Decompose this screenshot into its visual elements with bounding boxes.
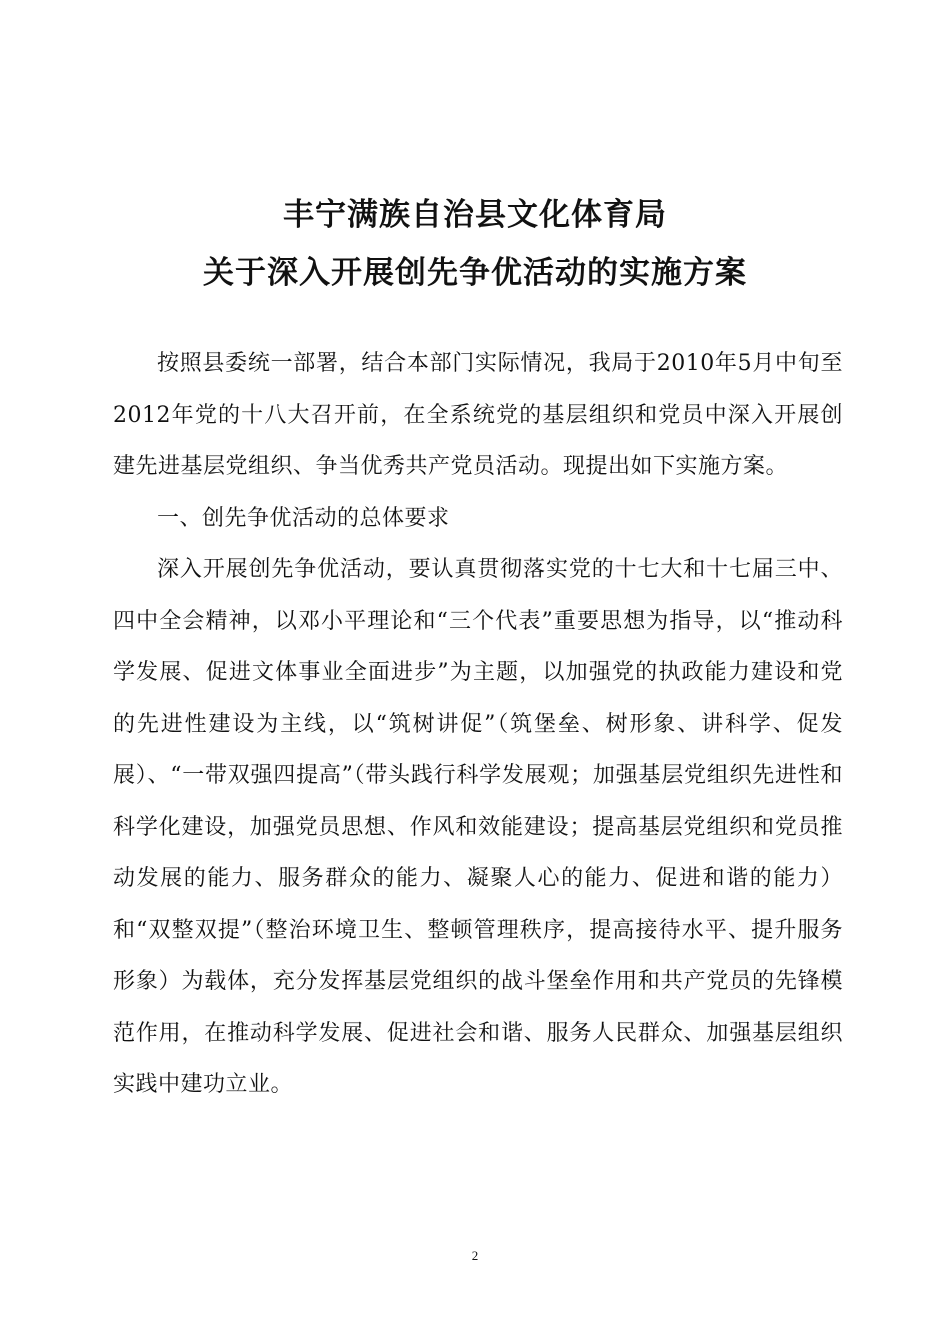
page-number: 2 <box>471 1248 479 1263</box>
section-heading: 一、创先争优活动的总体要求 <box>157 505 450 531</box>
document-title <box>0 186 950 302</box>
requirements-paragraph: 深入开展创先争优活动，要认真贯彻落实党的十七大和十七届三中、四中全会精神，以邓小平理论和“三个代表”重要思想为指导，以“推动科学发展、促进文体事业全面进步”为主题，以加强党的执政能力建设和党的先进性建设为主线，以“筑树讲促”（筑堡垒、树形象、讲科学、促发展）、“一带双强四提高”（带头践行科学发展观；加强基层党组织先进性和科学化建设，加强党员思想、作风和效能建设；提高基层党组织和党员推动发展的能力、服务群众的能力、凝聚人心的能力、促进和谐的能力）和“双整双提”（整治环境卫生、整顿管理秩序，提高接待水平、提升服务形象）为载体，充分发挥基层党组织的战斗堡垒作用和共产党员的先锋模范作用，在推动科学发展、促进社会和谐、服务人民群众、加强基层组织实践中建功立业。 <box>113 557 843 1097</box>
title-line-1: 丰宁满族自治县文化体育局 <box>283 197 667 233</box>
intro-paragraph: 按照县委统一部署，结合本部门实际情况，我局于2010年5月中旬至2012年党的十八大召开前，在全系统党的基层组织和党员中深入开展创建先进基层党组织、争当优秀共产党员活动。现提出如下实施方案。 <box>113 351 843 479</box>
title-line-2: 关于深入开展创先争优活动的实施方案 <box>203 255 747 291</box>
document-body <box>113 338 843 1111</box>
